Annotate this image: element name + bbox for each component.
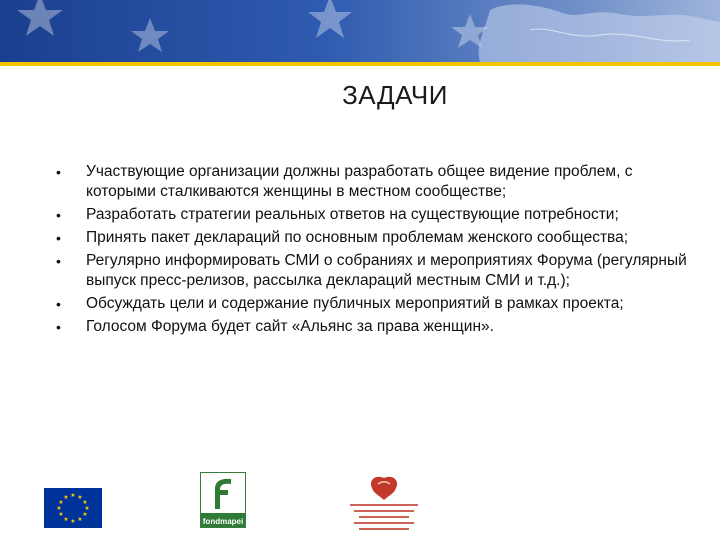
list-item	[56, 294, 696, 314]
task-text: Голосом Форума будет сайт «Альянс за права женщин».	[86, 318, 494, 335]
list-item	[56, 162, 696, 202]
eu-flag-icon	[44, 488, 102, 528]
svg-text:★: ★	[77, 516, 83, 523]
svg-text:★: ★	[63, 494, 69, 501]
list-item	[56, 228, 696, 248]
bullet-icon: •	[56, 296, 61, 312]
banner-stripe	[0, 62, 720, 66]
fondazione-f-icon	[201, 473, 245, 513]
svg-text:★: ★	[70, 518, 76, 525]
list-item	[56, 317, 696, 337]
svg-text:★: ★	[63, 516, 69, 523]
list-item	[56, 251, 696, 291]
bullet-icon: •	[56, 230, 61, 246]
svg-text:★: ★	[58, 511, 64, 518]
svg-text:★: ★	[58, 499, 64, 506]
bullet-icon: •	[56, 207, 61, 223]
fondazione-name: fondmapei	[202, 517, 244, 526]
rose-emblem-icon	[348, 474, 420, 502]
svg-text:★: ★	[82, 499, 88, 506]
list-item	[56, 205, 696, 225]
svg-text:★: ★	[70, 492, 76, 499]
task-text: Регулярно информировать СМИ о собраниях и мероприятиях Форума (регулярный выпуск пресс-релизов, рассылка деклараций местным СМИ и т.д.);	[86, 252, 687, 289]
svg-text:★: ★	[84, 505, 90, 512]
footer-logos	[0, 470, 720, 540]
task-text: Принять пакет деклараций по основным проблемам женского сообщества;	[86, 229, 629, 246]
svg-text:★: ★	[77, 494, 83, 501]
bullet-icon: •	[56, 164, 61, 180]
eu-banner	[0, 0, 720, 62]
partner-logo	[348, 474, 420, 536]
bullet-icon: •	[56, 253, 61, 269]
svg-text:★: ★	[56, 505, 62, 512]
task-text: Обсуждать цели и содержание публичных мероприятий в рамках проекта;	[86, 295, 624, 312]
task-text: Участвующие организации должны разработать общее видение проблем, с которыми сталкиваются женщины в местном сообществе;	[86, 163, 633, 200]
fondazione-logo	[200, 472, 246, 528]
svg-text:★: ★	[82, 511, 88, 518]
bullet-icon: •	[56, 319, 61, 335]
task-text: Разработать стратегии реальных ответов на существующие потребности;	[86, 206, 619, 223]
slide-title: ЗАДАЧИ	[342, 80, 448, 110]
task-list	[56, 162, 696, 340]
partner-text-lines	[350, 504, 418, 534]
europe-map-icon	[470, 0, 720, 62]
